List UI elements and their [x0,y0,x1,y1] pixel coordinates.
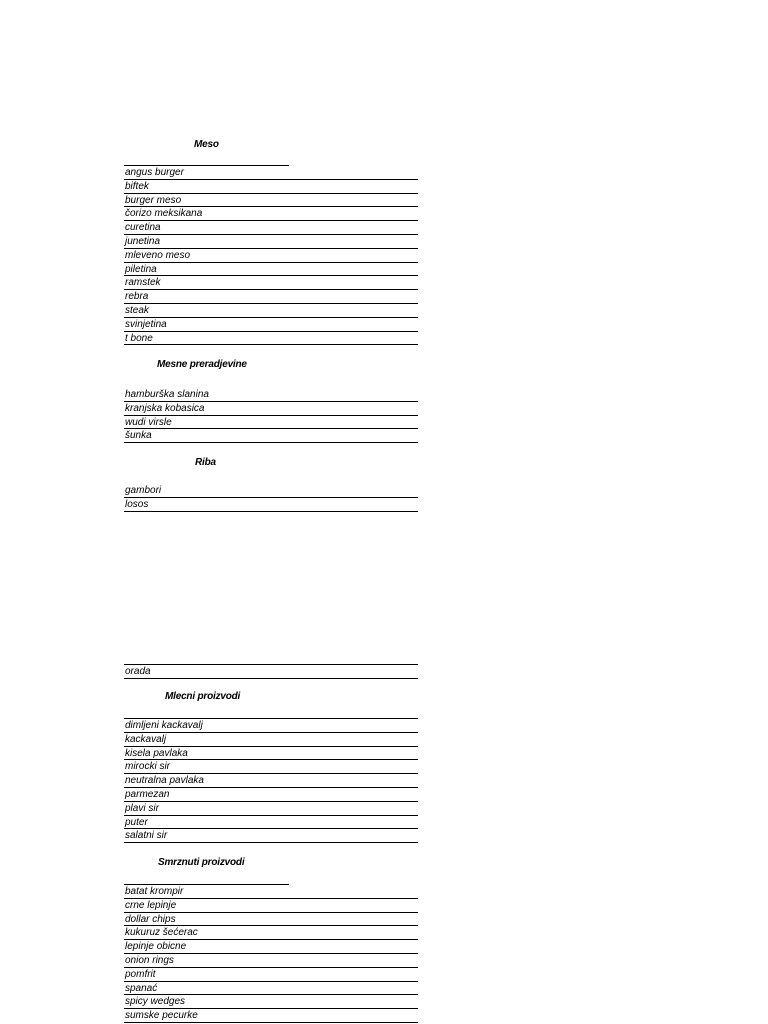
list-item: kisela pavlaka [124,747,418,761]
list-item: mleveno meso [124,249,418,263]
list-item: kranjska kobasica [124,402,418,416]
list-item: dimljeni kackavalj [124,719,418,733]
list-item: šunka [124,429,418,443]
list-item: hamburška slanina [124,388,418,402]
list-item: junetina [124,235,418,249]
list-item: spanać [124,982,418,996]
list-item: kackavalj [124,733,418,747]
list-item: batat krompir [124,885,418,899]
section-title-riba: Riba [195,457,216,468]
list-item: mirocki sir [124,760,418,774]
table-meso [124,166,418,345]
list-item: puter [124,816,418,830]
list-item: burger meso [124,194,418,208]
list-item: plavi sir [124,802,418,816]
list-item: curetina [124,221,418,235]
list-item: gambori [124,484,418,498]
list-item: sumske pecurke [124,1009,418,1023]
list-item: neutralna pavlaka [124,774,418,788]
list-item: angus burger [124,166,418,180]
list-item: wudi virsle [124,416,418,430]
table-riba [124,484,418,512]
list-item: crne lepinje [124,899,418,913]
list-item: onion rings [124,954,418,968]
table-riba-continued [124,665,418,679]
section-title-mlecni: Mlecni proizvodi [165,691,241,702]
list-item: svinjetina [124,318,418,332]
list-item: steak [124,304,418,318]
list-item: salatni sir [124,829,418,843]
table-smrznuti [124,885,418,1023]
list-item: dollar chips [124,913,418,927]
list-item: biftek [124,180,418,194]
table-mesne [124,388,418,443]
list-item: čorizo meksikana [124,207,418,221]
list-item: kukuruz šećerac [124,926,418,940]
section-title-smrznuti: Smrznuti proizvodi [158,857,245,868]
list-item: rebra [124,290,418,304]
list-item: parmezan [124,788,418,802]
list-item: ramstek [124,276,418,290]
list-item: losos [124,498,418,512]
section-title-meso: Meso [194,139,219,150]
list-item: t bone [124,332,418,346]
section-title-mesne: Mesne preradjevine [157,359,247,370]
list-item: lepinje obicne [124,940,418,954]
table-mlecni [124,719,418,843]
list-item: piletina [124,263,418,277]
list-item: orada [124,665,418,679]
list-item: pomfrit [124,968,418,982]
list-item: spicy wedges [124,995,418,1009]
